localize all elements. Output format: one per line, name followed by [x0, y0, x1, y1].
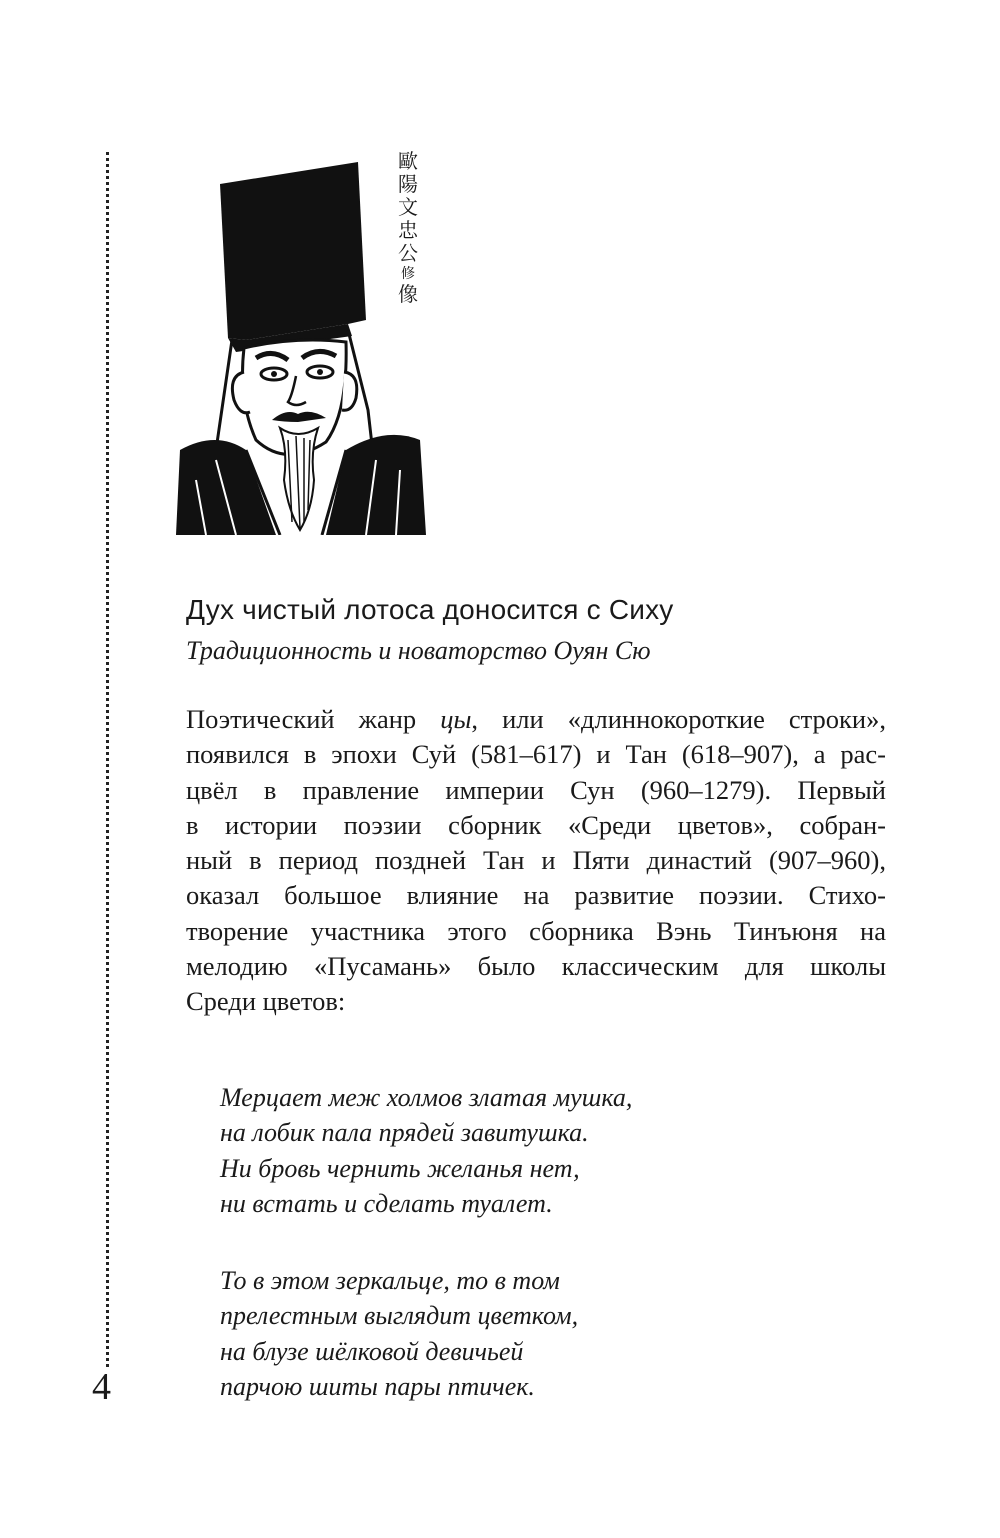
caption-glyph: 陽: [398, 172, 418, 196]
poem-line: Мерцает меж холмов златая мушка,: [220, 1083, 633, 1112]
genre-term: цы: [440, 704, 472, 734]
body-line: творение участника этого сборника Вэнь Тинъюня на: [186, 915, 886, 946]
poem-line: То в этом зеркальце, то в том: [220, 1266, 560, 1295]
body-paragraph: [186, 702, 886, 1020]
body-line: мелодию «Пусамань» было классическим для школы: [186, 951, 886, 982]
poem-line: парчою шиты пары птичек.: [220, 1371, 535, 1401]
chapter-subtitle: Традиционность и новаторство Оуян Сю: [186, 636, 651, 665]
body-line: Среди цветов:: [186, 986, 346, 1017]
caption-glyph: 忠: [398, 218, 418, 242]
caption-glyph: 像: [398, 282, 418, 306]
body-line: в истории поэзии сборник «Среди цветов», собран-: [186, 809, 886, 840]
body-line: ный в период поздней Тан и Пяти династий (907–960),: [186, 845, 886, 876]
body-line: оказал большое влияние на развитие поэзии. Стихо-: [186, 880, 886, 911]
poem-line: прелестным выглядит цветком,: [220, 1301, 579, 1331]
poem-line: Ни бровь чернить желанья нет,: [220, 1153, 580, 1183]
body-line: цвёл в правление империи Сун (960–1279). Первый: [186, 774, 886, 805]
caption-glyph: 文: [398, 195, 418, 219]
poem-line: на блузе шёлковой девичьей: [220, 1336, 524, 1366]
body-line: Поэтический жанр цы, или «длиннокороткие строки»,: [186, 704, 886, 734]
chapter-title: Дух чистый лотоса доносится с Сиху: [186, 594, 674, 625]
caption-glyph: 修: [401, 266, 415, 282]
portrait-caption: [388, 150, 428, 306]
margin-dotted-rule: [106, 152, 109, 1367]
poem-stanza: [220, 1263, 578, 1404]
caption-glyph: 公: [398, 241, 418, 265]
poem-stanza: [220, 1080, 632, 1221]
caption-glyph: 歐: [398, 149, 418, 173]
poem-line: ни встать и сделать туалет.: [220, 1188, 553, 1218]
page-number: 4: [92, 1366, 111, 1408]
poem-line: на лобик пала прядей завитушка.: [220, 1118, 589, 1148]
body-line: появился в эпохи Суй (581–617) и Тан (618–907), а рас-: [186, 739, 886, 770]
